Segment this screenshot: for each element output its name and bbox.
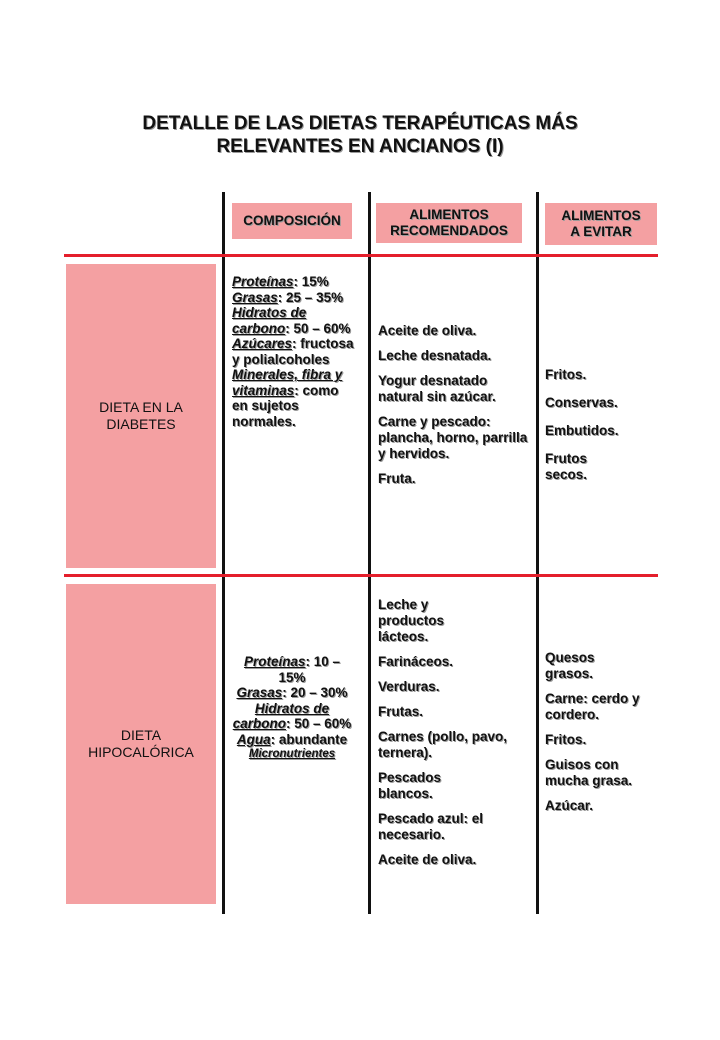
diabetes-label-line-1: DIETA EN LA	[99, 399, 183, 415]
hipocalorica-label-line-2: HIPOCALÓRICA	[88, 744, 194, 760]
page-title	[60, 112, 660, 158]
list-item: Embutidos.	[545, 423, 619, 438]
header-evitar	[545, 203, 657, 245]
agua-term: Agua	[236, 731, 271, 747]
list-item: Farináceos.	[378, 654, 454, 669]
hidratos-term-a: Hidratos de	[232, 305, 307, 320]
grasas-value: : 25 – 35%	[277, 289, 344, 305]
list-item: Conservas.	[545, 395, 618, 410]
micronutrientes-term: Micronutrientes	[248, 748, 336, 760]
diabetes-composicion	[232, 274, 356, 429]
list-item: Fruta.	[378, 471, 416, 486]
proteinas-term: Proteínas	[232, 274, 294, 289]
list-item: Leche desnatada.	[378, 348, 492, 363]
agua-value: : abundante	[270, 731, 348, 747]
hidratos-term-b: carbono	[232, 320, 286, 336]
column-divider-3	[536, 192, 539, 914]
hipocalorica-label-line-1: DIETA	[120, 727, 162, 743]
title-line-1: DETALLE DE LAS DIETAS TERAPÉUTICAS MÁS	[142, 113, 578, 134]
column-divider-1	[222, 192, 225, 914]
row-divider-1	[64, 254, 658, 257]
hipocalorica-recomendados	[378, 597, 526, 877]
hidratos-value: : 50 – 60%	[285, 716, 352, 731]
hipocalorica-composicion	[230, 654, 354, 763]
column-divider-2	[368, 192, 371, 914]
list-item: Pescados blancos.	[378, 770, 442, 801]
minerales-term: Minerales, fibra y vitaminas	[232, 367, 343, 398]
row-divider-2	[64, 574, 658, 577]
minerales-value: : como en sujetos normales.	[232, 382, 339, 429]
list-item: Azúcar.	[545, 798, 594, 813]
list-item: Yogur desnatado natural sin azúcar.	[378, 373, 496, 404]
header-recomendados	[376, 203, 522, 243]
proteinas-value: : 15%	[293, 274, 329, 289]
grasas-term: Grasas	[232, 289, 278, 305]
list-item: Verduras.	[378, 679, 440, 694]
list-item: Frutas.	[378, 704, 424, 719]
grasas-value: : 20 – 30%	[282, 685, 348, 700]
hidratos-term-a: Hidratos de	[254, 700, 330, 716]
list-item: Carnes (pollo, pavo, ternera).	[378, 729, 508, 760]
proteinas-value: : 10 – 15%	[278, 654, 341, 685]
hidratos-value: : 50 – 60%	[285, 320, 351, 336]
header-evitar-line-2: A EVITAR	[570, 224, 632, 239]
diabetes-evitar	[545, 367, 655, 492]
header-composicion-label: COMPOSICIÓN	[243, 213, 341, 228]
list-item: Aceite de oliva.	[378, 323, 477, 338]
list-item: Guisos con mucha grasa.	[545, 757, 633, 788]
title-line-2: RELEVANTES EN ANCIANOS (I)	[216, 136, 504, 157]
list-item: Fritos.	[545, 367, 587, 382]
diabetes-label-line-2: DIABETES	[106, 416, 176, 432]
hipocalorica-evitar	[545, 650, 653, 823]
header-composicion	[232, 203, 352, 239]
row-label-diabetes	[66, 264, 216, 568]
diabetes-recomendados	[378, 323, 528, 496]
azucares-term: Azúcares	[232, 336, 293, 351]
header-recomendados-line-2: RECOMENDADOS	[390, 223, 508, 238]
header-recomendados-line-1: ALIMENTOS	[409, 207, 489, 222]
row-label-hipocalorica	[66, 584, 216, 904]
list-item: Aceite de oliva.	[378, 852, 477, 867]
proteinas-term: Proteínas	[243, 654, 306, 669]
header-evitar-line-1: ALIMENTOS	[561, 208, 641, 223]
list-item: Carne: cerdo y cordero.	[545, 691, 640, 722]
list-item: Frutos secos.	[545, 451, 588, 482]
list-item: Quesos grasos.	[545, 650, 595, 681]
hidratos-term-b: carbono	[232, 716, 286, 731]
grasas-term: Grasas	[236, 685, 283, 700]
list-item: Pescado azul: el necesario.	[378, 811, 484, 842]
list-item: Leche y productos lácteos.	[378, 597, 444, 644]
list-item: Carne y pescado: plancha, horno, parrilla y hervidos.	[378, 414, 528, 461]
list-item: Fritos.	[545, 732, 587, 747]
azucares-value: : fructosa y polialcoholes	[232, 336, 354, 367]
